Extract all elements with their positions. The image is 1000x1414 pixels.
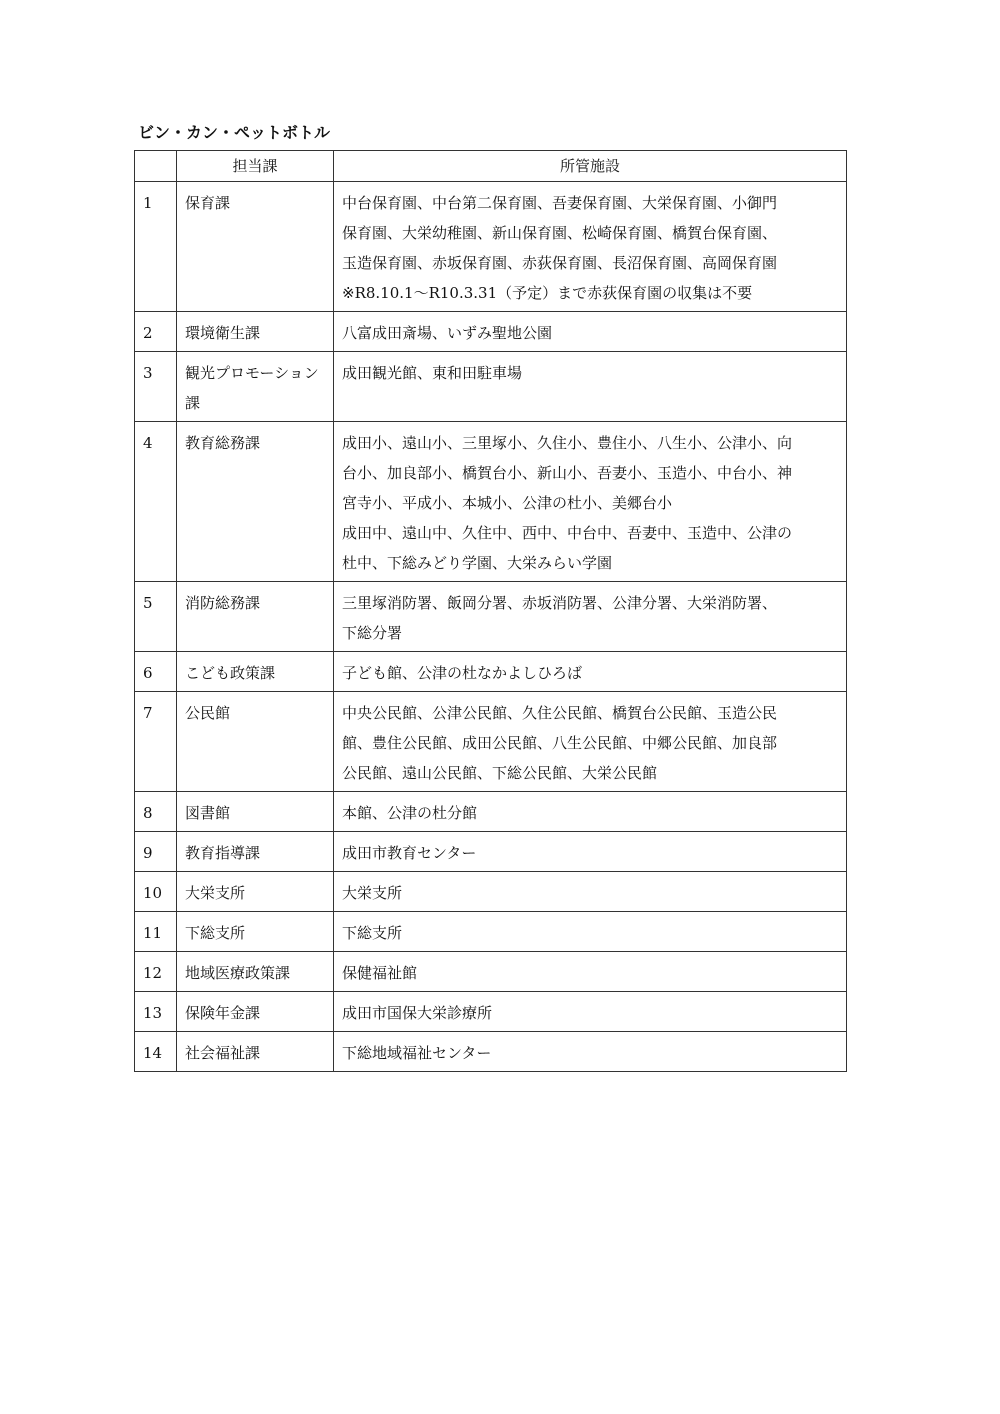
facility-line: 保健福祉館 [342,964,418,982]
row-department: 図書館 [177,792,334,832]
row-number: 4 [135,422,177,582]
row-number: 13 [135,992,177,1032]
facility-line: 八富成田斎場、いずみ聖地公園 [342,324,553,342]
row-department: 消防総務課 [177,582,334,652]
row-number: 5 [135,582,177,652]
row-number: 8 [135,792,177,832]
row-number: 12 [135,952,177,992]
row-facilities [334,422,847,582]
row-department: 地域医療政策課 [177,952,334,992]
facility-line: 成田小、遠山小、三里塚小、久住小、豊住小、八生小、公津小、向 [342,434,793,452]
row-facilities [334,792,847,832]
facility-line: 子ども館、公津の杜なかよしひろば [342,664,583,682]
table-row [135,652,847,692]
table-row [135,422,847,582]
facility-line: 宮寺小、平成小、本城小、公津の杜小、美郷台小 [342,494,673,512]
facility-line: 玉造保育園、赤坂保育園、赤荻保育園、長沼保育園、高岡保育園 [342,254,778,272]
table-row [135,352,847,422]
row-facilities [334,692,847,792]
row-number: 6 [135,652,177,692]
facility-line: 中央公民館、公津公民館、久住公民館、橋賀台公民館、玉造公民 [342,704,778,722]
table-row [135,692,847,792]
header-number [135,151,177,182]
row-department: 保育課 [177,182,334,312]
table-row [135,182,847,312]
row-number: 9 [135,832,177,872]
document-title: ビン・カン・ペットボトル [138,123,331,142]
row-facilities [334,352,847,422]
header-department: 担当課 [177,151,334,182]
row-facilities [334,182,847,312]
facility-line: 下総分署 [342,624,403,642]
row-number: 3 [135,352,177,422]
facility-line: 中台保育園、中台第二保育園、吾妻保育園、大栄保育園、小御門 [342,194,778,212]
table-body [135,182,847,1072]
row-facilities [334,582,847,652]
facility-line: 三里塚消防署、飯岡分署、赤坂消防署、公津分署、大栄消防署、 [342,594,778,612]
table-row [135,792,847,832]
facility-line: 大栄支所 [342,884,403,902]
department-line: 課 [185,394,201,412]
facility-line: 館、豊住公民館、成田公民館、八生公民館、中郷公民館、加良部 [342,734,778,752]
facility-line: 台小、加良部小、橋賀台小、新山小、吾妻小、玉造小、中台小、神 [342,464,793,482]
row-facilities [334,312,847,352]
row-facilities [334,652,847,692]
facility-line: 本館、公津の杜分館 [342,804,478,822]
row-department: 教育指導課 [177,832,334,872]
row-number: 7 [135,692,177,792]
row-facilities [334,1032,847,1072]
table-row [135,992,847,1032]
row-facilities [334,912,847,952]
table-row [135,872,847,912]
facility-line: 公民館、遠山公民館、下総公民館、大栄公民館 [342,764,658,782]
row-department [177,352,334,422]
row-number: 14 [135,1032,177,1072]
table-row [135,582,847,652]
row-department: こども政策課 [177,652,334,692]
row-department: 教育総務課 [177,422,334,582]
table-row [135,1032,847,1072]
table-header-row [135,151,847,182]
row-facilities [334,952,847,992]
table-row [135,912,847,952]
facility-line: 成田観光館、東和田駐車場 [342,364,523,382]
row-facilities [334,992,847,1032]
facility-line: 下総支所 [342,924,403,942]
facility-line: 成田市国保大栄診療所 [342,1004,493,1022]
department-line: 観光プロモーション [185,364,319,382]
facility-line: 保育園、大栄幼稚園、新山保育園、松崎保育園、橋賀台保育園、 [342,224,778,242]
row-department: 下総支所 [177,912,334,952]
table-row [135,832,847,872]
facility-table [134,150,847,1072]
row-number: 11 [135,912,177,952]
row-facilities [334,872,847,912]
row-department: 環境衛生課 [177,312,334,352]
row-department: 社会福祉課 [177,1032,334,1072]
row-department: 大栄支所 [177,872,334,912]
row-number: 1 [135,182,177,312]
header-facilities: 所管施設 [334,151,847,182]
facility-line: ※R8.10.1～R10.3.31（予定）まで赤荻保育園の収集は不要 [342,284,753,302]
row-facilities [334,832,847,872]
facility-line: 下総地域福祉センター [342,1044,492,1062]
facility-line: 杜中、下総みどり学園、大栄みらい学園 [342,554,613,572]
table-row [135,952,847,992]
row-number: 2 [135,312,177,352]
row-number: 10 [135,872,177,912]
facility-line: 成田中、遠山中、久住中、西中、中台中、吾妻中、玉造中、公津の [342,524,793,542]
table-row [135,312,847,352]
facility-line: 成田市教育センター [342,844,477,862]
row-department: 公民館 [177,692,334,792]
row-department: 保険年金課 [177,992,334,1032]
